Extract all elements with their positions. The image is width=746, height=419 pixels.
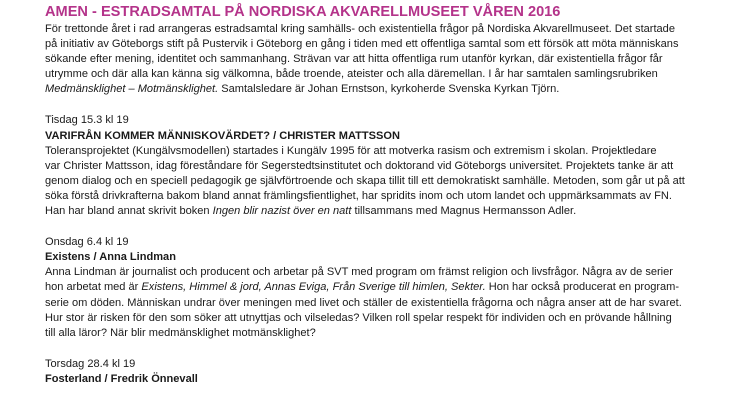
intro-line: För trettonde året i rad arrangeras estradsamtal kring samhälls- och existentiella frågor på Nordiska Akvarellmuseet. Det startade bbox=[45, 23, 675, 35]
event-description bbox=[45, 144, 735, 219]
book-title: Ingen blir nazist över en natt bbox=[212, 205, 352, 218]
event-section-1 bbox=[45, 113, 735, 219]
event-date: Tisdag 15.3 kl 19 bbox=[45, 114, 129, 127]
event-date: Torsdag 28.4 kl 19 bbox=[45, 357, 136, 370]
description-text: Han har bland annat skrivit boken bbox=[45, 205, 213, 218]
intro-line: sökande efter mening, identitet och sammanhang. Strävan var att hitta offentliga rum utanför kyrkan, där existentiella frågor får bbox=[45, 53, 663, 66]
description-line: Anna Lindman är journalist och producent och arbetar på SVT med program om främst religion och livsfrågor. Några av de serier bbox=[45, 266, 673, 279]
event-section-3 bbox=[45, 357, 735, 387]
intro-line: på initiativ av Göteborgs stift på Pustervik i Göteborg en gång i tiden med ett offentliga samtal som ett försök att möta människans bbox=[45, 38, 679, 51]
intro-paragraph bbox=[45, 22, 735, 97]
event-heading: Fosterland / Fredrik Önnevall bbox=[45, 372, 198, 385]
description-line: genom dialog och en speciell pedagogik ge självförtroende och skapa tillit till ett demokratiskt samhälle. Metoden, som går ut på att bbox=[45, 174, 685, 187]
event-description bbox=[45, 265, 735, 340]
description-line: var Christer Mattsson, idag föreståndare för Segerstedtsinstitutet och doktorand vid Göteborgs universitet. Projektets tanke är att bbox=[45, 159, 674, 172]
page-title: AMEN - ESTRADSAMTAL PÅ NORDISKA AKVARELLMUSEET VÅREN 2016 bbox=[45, 4, 561, 20]
description-text: hon arbetat med är bbox=[45, 281, 142, 294]
description-line bbox=[45, 280, 735, 295]
description-line: söka förstå drivkrafterna bakom bland annat främlingsfientlighet, har spridits inom och utom landet och uppmärksammats av FN. bbox=[45, 189, 672, 202]
intro-theme: Medmänsklighet – Motmänsklighet. bbox=[45, 83, 219, 96]
series-titles: Existens, Himmel & jord, Annas Eviga, Från Sverige till himlen, Sekter. bbox=[141, 281, 486, 294]
document bbox=[45, 3, 735, 387]
description-text: Hon har också producerat en program- bbox=[485, 281, 680, 294]
description-line bbox=[45, 204, 735, 219]
description-text: tillsammans med Magnus Hermansson Adler. bbox=[351, 205, 577, 218]
event-heading: VARIFRÅN KOMMER MÄNNISKOVÄRDET? / CHRISTER MATTSSON bbox=[45, 129, 400, 142]
event-section-2 bbox=[45, 235, 735, 341]
description-line: till alla läror? När blir medmänsklighet motmänsklighet? bbox=[45, 326, 316, 339]
description-line: serie om döden. Människan undrar över meningen med livet och ställer de existentiella frågorna och några anser att de har svaret. bbox=[45, 296, 682, 309]
intro-line bbox=[45, 82, 735, 97]
description-line: Toleransprojektet (Kungälvsmodellen) startades i Kungälv 1995 för att motverka rasism och extremism i skolan. Projektledare bbox=[45, 144, 657, 157]
event-date: Onsdag 6.4 kl 19 bbox=[45, 236, 129, 249]
intro-moderator: Samtalsledare är Johan Ernstson, kyrkoherde Svenska Kyrkan Tjörn. bbox=[218, 83, 560, 96]
intro-line: utrymme och där alla kan känna sig välkomna, både troende, ateister och alla däremellan. I år har samtalen samlingsrubriken bbox=[45, 68, 658, 81]
event-heading: Existens / Anna Lindman bbox=[45, 251, 176, 264]
description-line: Hur stor är risken för den som söker att utnyttjas och vilseledas? Vilken roll spelar respekt för individen och en prövande hållning bbox=[45, 311, 672, 324]
